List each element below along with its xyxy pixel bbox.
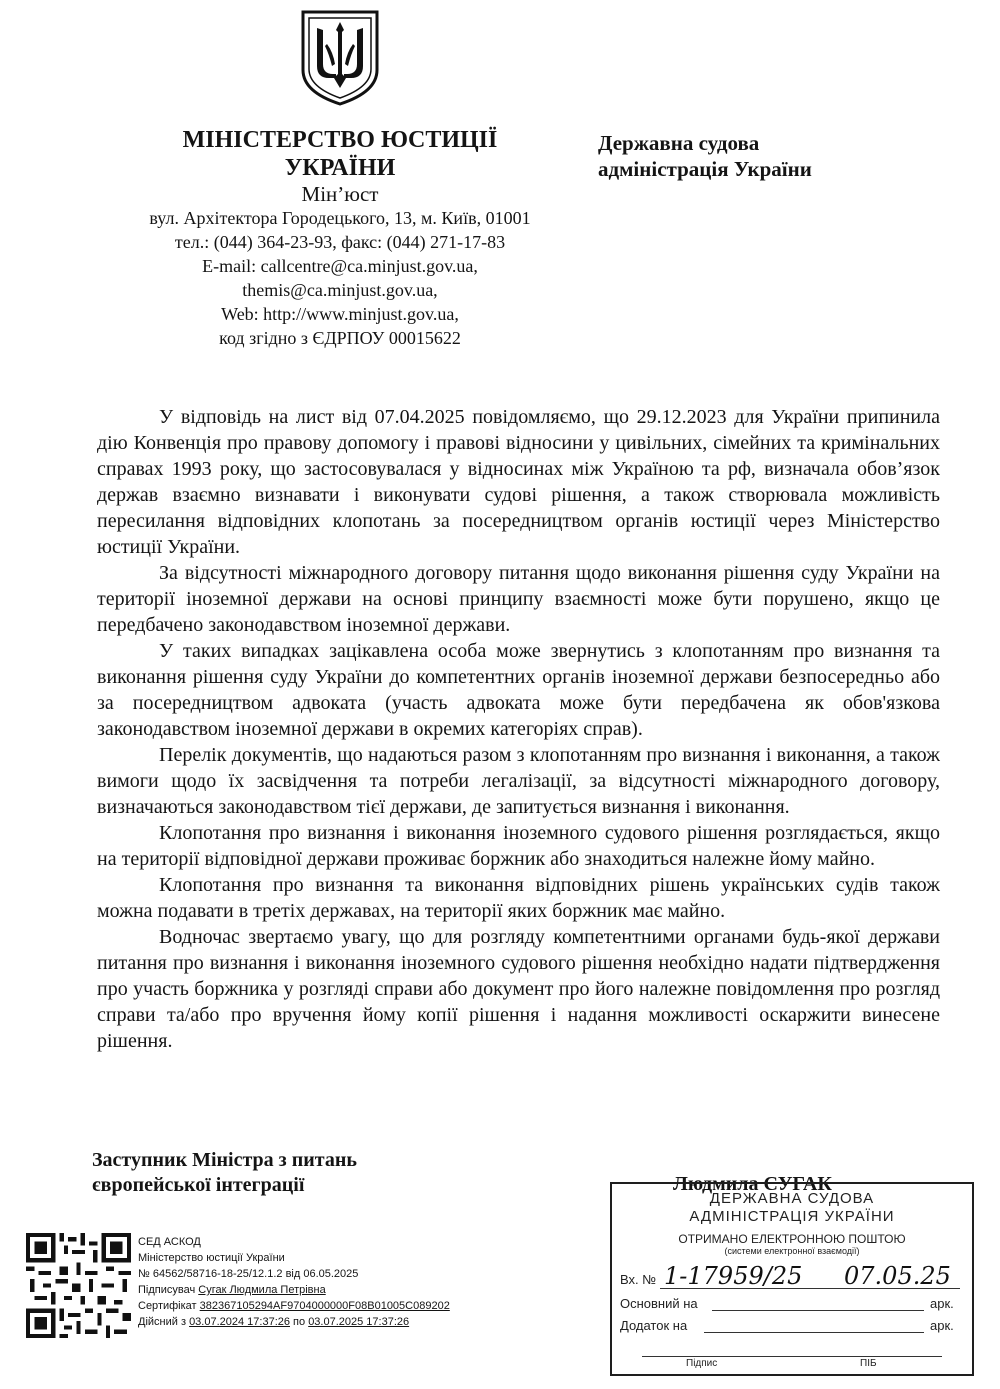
ministry-contacts: [80, 206, 600, 350]
stamp-name-label: ПІБ: [860, 1358, 877, 1369]
sed-system: СЕД АСКОД: [138, 1236, 201, 1248]
stamp-incoming-date: 07.05.25: [844, 1262, 951, 1290]
email-line: E-mail: callcentre@ca.minjust.gov.ua,: [202, 256, 478, 276]
sed-validity: Дійсний з 03.07.2024 17:37:26 по 03.07.2025 17:37:26: [138, 1316, 410, 1328]
stamp-main-row: Основний на: [620, 1296, 698, 1311]
body-paragraph: Клопотання про визнання і виконання іноземного судового рішення розглядається, якщо на території відповідної держави проживає боржник або знаходиться належне йому майно.: [97, 822, 940, 870]
sed-certificate: Сертифікат 382367105294AF9704000000F08B01005C089202: [138, 1300, 450, 1312]
sed-signer-name: Сугак Людмила Петрівна: [198, 1284, 326, 1296]
body-paragraph: У відповідь на лист від 07.04.2025 повідомляємо, що 29.12.2023 для України припинила дію Конвенція про правову допомогу і правові відносини у цивільних, сімейних та кримінальних справах 1993 року, що застосовувалася у відносинах між Україною та рф, визначала обов’язок держав взаємно визнавати і виконувати судові рішення, а також створювала можливість пересилання відповідних клопотань за посередництвом органів юстиції через Міністерство юстиції України.: [97, 406, 940, 558]
stamp-main-sheets: арк.: [930, 1296, 954, 1311]
sed-organization: Міністерство юстиції України: [138, 1252, 285, 1264]
stamp-incoming-label: Вх. №: [620, 1272, 657, 1287]
sed-registration: № 64562/58716-18-25/12.1.2 від 06.05.2025: [138, 1268, 359, 1280]
stamp-org-line-1: ДЕРЖАВНА СУДОВА: [709, 1190, 875, 1207]
body-paragraph: Клопотання про визнання та виконання відповідних рішень українських судів також можна подавати в третіх державах, на території яких боржник має майно.: [97, 874, 940, 922]
address-line: вул. Архітектора Городецького, 13, м. Київ, 01001: [149, 208, 531, 228]
sed-certificate-value: 382367105294AF9704000000F08B01005C089202: [199, 1300, 450, 1312]
qr-code-icon: [26, 1233, 131, 1338]
body-paragraph: Водночас звертаємо увагу, що для розгляду компетентними органами будь-якої держави питання про визнання і виконання іноземного судового рішення необхідно надати підтвердження про участь боржника у розгляді справи або документ про його належне повідомлення про розгляд справи та/або про вручення йому копії рішення і надання можливості оскаржити винесене рішення.: [97, 926, 940, 1052]
body-paragraph: Перелік документів, що надаються разом з клопотанням про визнання і виконання, а також вимоги щодо їх засвідчення та потреби легалізації, за відсутності міжнародного договору, визначаються законодавством тієї держави, де запитується визнання і виконання.: [97, 744, 940, 818]
signer-name: Людмила СУГАК: [673, 1173, 832, 1195]
body-paragraph: За відсутності міжнародного договору питання щодо виконання рішення суду України на території іноземної держави на основі принципу взаємності може бути порушено, якщо це передбачено законодавством іноземної держави.: [97, 562, 940, 636]
stamp-incoming-number: 1-17959/25: [664, 1262, 803, 1290]
stamp-received-by-email: ОТРИМАНО ЕЛЕКТРОННОЮ ПОШТОЮ: [678, 1232, 906, 1246]
trident-emblem-icon: [299, 8, 381, 108]
letter-body: [97, 404, 940, 1054]
stamp-org-line-2: АДМІНІСТРАЦІЯ УКРАЇНИ: [689, 1208, 895, 1225]
body-paragraph: У таких випадках зацікавлена особа може звернутись з клопотанням про визнання та виконання рішення суду України до компетентних органів іноземної держави безпосередньо або за посередництвом адвоката (участь адвоката може бути передбачена як обов'язкова законодавством іноземної держави в окремих категоріях справ).: [97, 640, 940, 740]
phone-line: тел.: (044) 364-23-93, факс: (044) 271-17-83: [174, 232, 506, 252]
email-line-2: themis@ca.minjust.gov.ua,: [242, 280, 438, 300]
stamp-attachment-sheets: арк.: [930, 1318, 954, 1333]
ministry-short-name: Мін’юст: [301, 182, 379, 206]
addressee: Державна судова адміністрація України: [598, 131, 812, 181]
web-line: Web: http://www.minjust.gov.ua,: [221, 304, 459, 324]
e-signature-info: [138, 1234, 518, 1330]
ministry-title: МІНІСТЕРСТВО ЮСТИЦІЇ УКРАЇНИ: [182, 127, 498, 181]
edrpou-line: код згідно з ЄДРПОУ 00015622: [219, 328, 461, 348]
sed-signer: Підписувач Сугак Людмила Петрівна: [138, 1284, 326, 1296]
stamp-signature-label: Підпис: [686, 1358, 718, 1369]
signer-position: Заступник Міністра з питань європейської інтеграції: [92, 1149, 357, 1196]
stamp-received-subnote: (системи електронної взаємодії): [724, 1246, 860, 1256]
stamp-attachment-row: Додаток на: [620, 1318, 688, 1333]
received-stamp: [610, 1182, 974, 1376]
